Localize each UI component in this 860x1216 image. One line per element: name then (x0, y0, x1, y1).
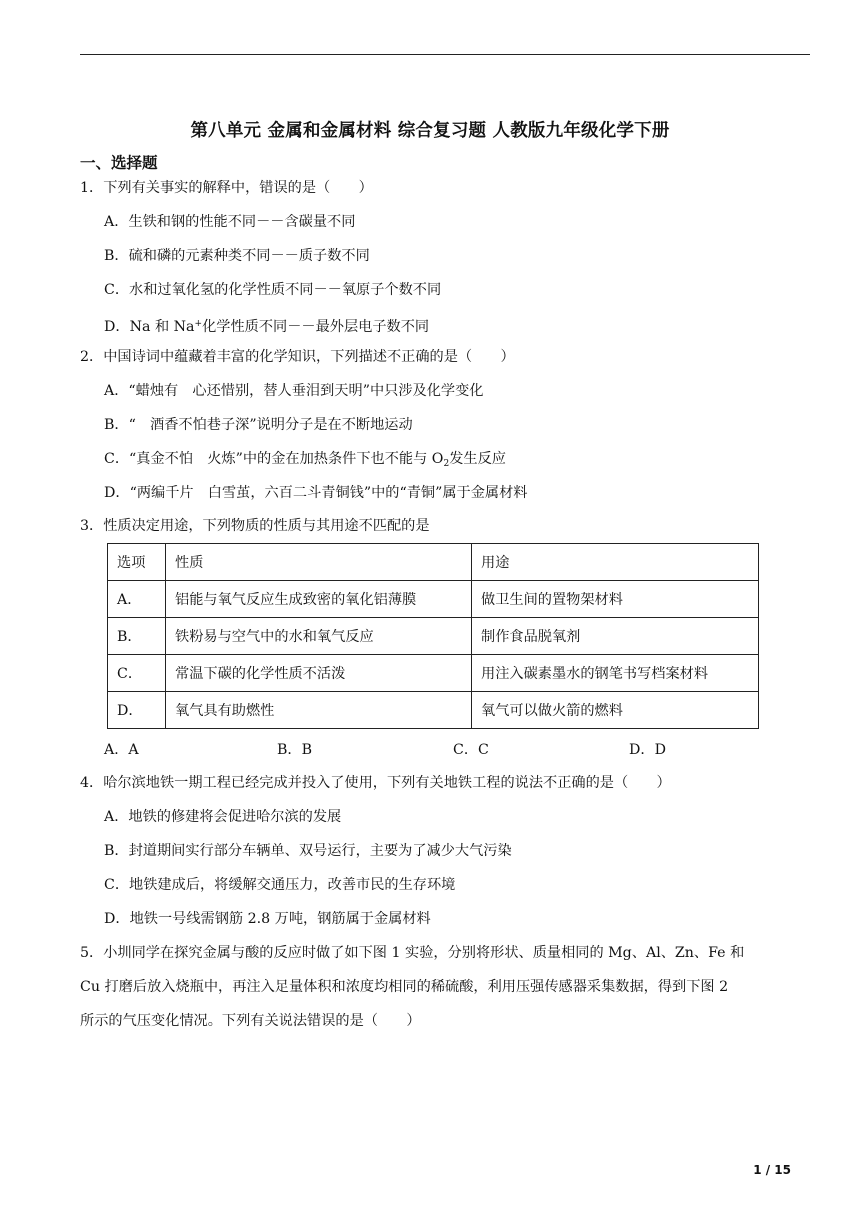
table-header-cell: 选项 (108, 544, 166, 581)
question-2-option-d: D．“两编千片 白雪茧，六百二斗青铜钱”中的“青铜”属于金属材料 (104, 485, 528, 501)
option-c-text-rest: 发生反应 (449, 451, 506, 467)
question-2-option-c (104, 449, 506, 474)
table-cell: D． (108, 692, 166, 729)
question-1-stem: 1．下列有关事实的解释中，错误的是（ ） (80, 180, 373, 196)
superscript: + (194, 319, 203, 329)
table-cell: 常温下碳的化学性质不活泼 (166, 655, 472, 692)
table-row (108, 692, 759, 729)
question-3-answer-d: D．D (629, 742, 666, 758)
question-4-option-a: A．地铁的修建将会促进哈尔滨的发展 (104, 809, 342, 825)
question-5-stem-line-1: 5．小圳同学在探究金属与酸的反应时做了如下图 1 实验，分别将形状、质量相同的 Mg、Al、Zn、Fe 和 (80, 945, 745, 961)
table-cell: 铁粉易与空气中的水和氧气反应 (166, 618, 472, 655)
question-2-stem: 2．中国诗词中蕴藏着丰富的化学知识，下列描述不正确的是（ ） (80, 349, 515, 365)
table-cell: 氧气可以做火箭的燃料 (472, 692, 759, 729)
page-number: 1 / 15 (753, 1163, 791, 1177)
question-5-stem-line-3: 所示的气压变化情况。下列有关说法错误的是（ ） (80, 1013, 421, 1029)
question-3-answer-a: A．A (104, 742, 139, 758)
table-row (108, 655, 759, 692)
table-cell: A． (108, 581, 166, 618)
header-rule (80, 54, 810, 55)
question-4-option-b: B．封道期间实行部分车辆单、双号运行，主要为了减少大气污染 (104, 843, 512, 859)
table-header-row (108, 544, 759, 581)
question-4-option-c: C．地铁建成后，将缓解交通压力，改善市民的生存环境 (104, 877, 456, 893)
question-4-stem: 4．哈尔滨地铁一期工程已经完成并投入了使用，下列有关地铁工程的说法不正确的是（ ） (80, 775, 671, 791)
property-use-table (107, 543, 759, 729)
table-cell: B． (108, 618, 166, 655)
question-3-answer-c: C．C (453, 742, 489, 758)
question-2-option-b: B．“ 酒香不怕巷子深”说明分子是在不断地运动 (104, 417, 413, 433)
table-header-cell: 性质 (166, 544, 472, 581)
question-1-option-c: C．水和过氧化氢的化学性质不同－－氧原子个数不同 (104, 282, 442, 298)
question-5-stem-line-2: Cu 打磨后放入烧瓶中，再注入足量体积和浓度均相同的稀硫酸，利用压强传感器采集数据，得到下图 2 (80, 979, 729, 995)
question-1-option-b: B．硫和磷的元素种类不同－－质子数不同 (104, 248, 370, 264)
option-c-text: C．“真金不怕 火炼”中的金在加热条件下也不能与 O (104, 451, 444, 467)
table-row (108, 581, 759, 618)
question-1-option-d (104, 314, 429, 337)
table-header-cell: 用途 (472, 544, 759, 581)
question-3-stem: 3．性质决定用途，下列物质的性质与其用途不匹配的是 (80, 518, 430, 534)
table-cell: 制作食品脱氧剂 (472, 618, 759, 655)
table-cell: 用注入碳素墨水的钢笔书写档案材料 (472, 655, 759, 692)
question-3-answer-b: B．B (277, 742, 313, 758)
option-d-text: D．Na 和 Na (104, 319, 195, 335)
option-d-text-rest: 化学性质不同－－最外层电子数不同 (202, 319, 430, 335)
page-title: 第八单元 金属和金属材料 综合复习题 人教版九年级化学下册 (190, 121, 670, 141)
question-2-option-a: A．“蜡烛有 心还惜别，替人垂泪到天明”中只涉及化学变化 (104, 383, 484, 399)
question-1-option-a: A．生铁和钢的性能不同－－含碳量不同 (104, 214, 356, 230)
table-cell: 做卫生间的置物架材料 (472, 581, 759, 618)
subscript: 2 (443, 459, 450, 469)
section-heading: 一、选择题 (80, 154, 158, 172)
question-4-option-d: D．地铁一号线需钢筋 2.8 万吨，钢筋属于金属材料 (104, 911, 431, 927)
table-cell: 氧气具有助燃性 (166, 692, 472, 729)
table-row (108, 618, 759, 655)
table-cell: C． (108, 655, 166, 692)
table-cell: 铝能与氧气反应生成致密的氧化铝薄膜 (166, 581, 472, 618)
